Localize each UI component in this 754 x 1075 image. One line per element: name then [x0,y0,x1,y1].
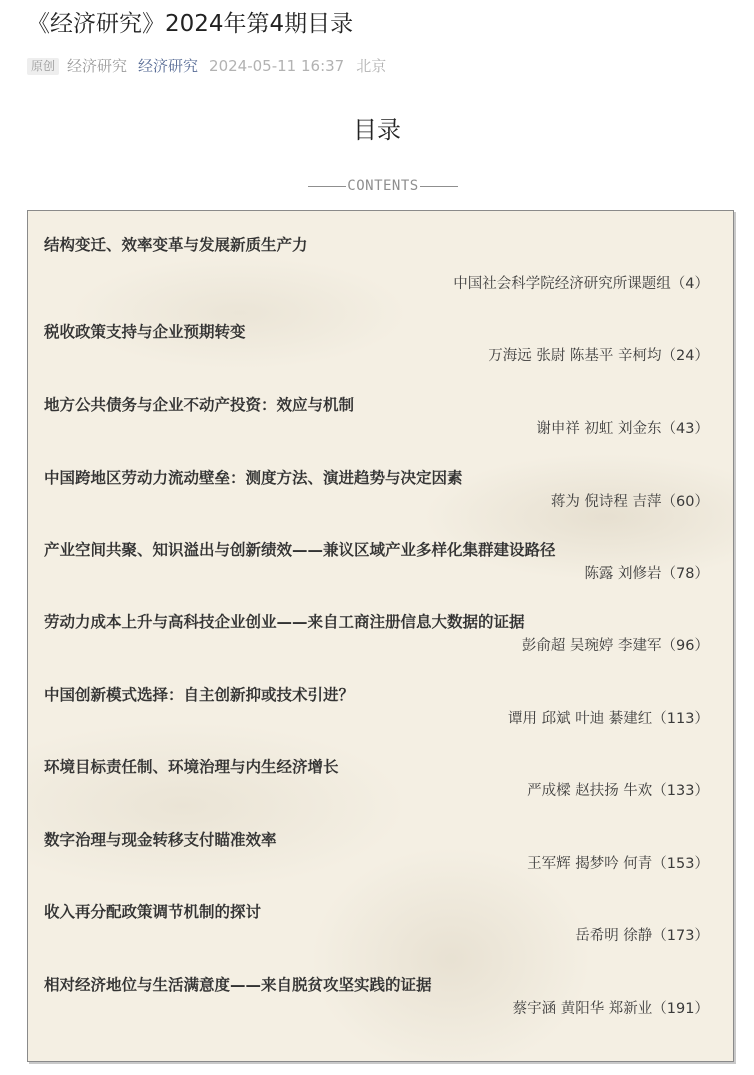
toc-entry-authors: 严成樑 赵扶扬 牛欢（133） [527,783,709,799]
toc-box [27,210,734,1062]
toc-entry-authors: 谭用 邱斌 叶迪 綦建红（113） [507,711,709,727]
contents-word: CONTENTS [347,178,419,194]
article-meta [27,55,386,77]
toc-entry [28,612,733,684]
contents-rule-left [308,186,346,187]
toc-entry [28,902,733,974]
toc-entry-title: 产业空间共聚、知识溢出与创新绩效——兼议区域产业多样化集群建设路径 [44,541,556,559]
contents-label [0,176,754,196]
article-title: 《经济研究》2024年第4期目录 [27,11,354,37]
toc-entry [28,468,733,540]
toc-entry [28,830,733,902]
toc-entry-title: 收入再分配政策调节机制的探讨 [44,903,262,921]
toc-entry-title: 税收政策支持与企业预期转变 [44,323,246,341]
toc-entry [28,975,733,1047]
toc-entry [28,540,733,612]
contents-rule-right [420,186,458,187]
toc-entry-authors: 蔡宇涵 黄阳华 郑新业（191） [512,1001,709,1017]
original-badge: 原创 [27,58,59,75]
publish-location: 北京 [356,57,387,75]
toc-entry-authors: 蒋为 倪诗程 吉萍（60） [550,494,709,510]
toc-entry-title: 中国跨地区劳动力流动壁垒：测度方法、演进趋势与决定因素 [44,469,463,487]
toc-entry-authors: 王军辉 揭梦吟 何青（153） [527,856,709,872]
toc-entry [28,395,733,467]
toc-entry [28,685,733,757]
toc-entry-authors: 岳希明 徐静（173） [575,928,709,944]
toc-entry-authors: 万海远 张尉 陈基平 辛柯均（24） [488,348,709,364]
toc-entry-authors: 陈露 刘修岩（78） [584,566,709,582]
publish-time: 2024-05-11 16:37 [209,57,345,75]
account-link[interactable]: 经济研究 [138,57,199,75]
toc-entry [28,322,733,394]
toc-entry [28,235,733,307]
toc-entry-title: 结构变迁、效率变革与发展新质生产力 [44,236,308,254]
toc-entry-authors: 彭俞超 吴琬婷 李建军（96） [521,638,709,654]
toc-entry-title: 环境目标责任制、环境治理与内生经济增长 [44,758,339,776]
toc-entry [28,757,733,829]
toc-entry-title: 相对经济地位与生活满意度——来自脱贫攻坚实践的证据 [44,976,432,994]
toc-entry-title: 数字治理与现金转移支付瞄准效率 [44,831,277,849]
toc-entry-authors: 谢申祥 初虹 刘金东（43） [536,421,709,437]
toc-entry-title: 劳动力成本上升与高科技企业创业——来自工商注册信息大数据的证据 [44,613,525,631]
toc-entry-title: 中国创新模式选择：自主创新抑或技术引进？ [44,686,355,704]
toc-entry-authors: 中国社会科学院经济研究所课题组（4） [453,276,709,292]
toc-heading: 目录 [353,116,401,144]
toc-entry-title: 地方公共债务与企业不动产投资：效应与机制 [44,396,355,414]
author-name: 经济研究 [67,57,128,75]
